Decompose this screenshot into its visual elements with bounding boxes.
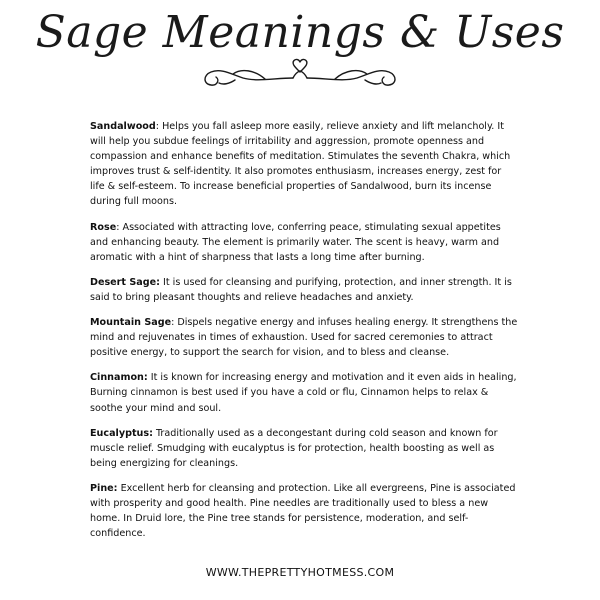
entry-text: Excellent herb for cleansing and protection. Like all evergreens, Pine is associated with prosperity and good health. Pine needles are traditionally used to bless a new home. In Druid lore, the Pine tree stands for persistence, moderation, and self-confidence. xyxy=(90,482,516,540)
entry-text: Helps you fall asleep more easily, relieve anxiety and lift melancholy. It will help you subdue feelings of irritability and aggression, promote openness and compassion and enhance benefits of meditation. Stimulates the seventh Chakra, which improves trust & self-identity. It also promotes enthusiasm, increases energy, zest for life & self-esteem. To increase beneficial properties of Sandalwood, burn its incense during full moons. xyxy=(90,121,511,208)
entry-eucalyptus xyxy=(90,426,518,471)
entry-cinnamon xyxy=(90,370,518,415)
entry-text: Traditionally used as a decongestant during cold season and known for muscle relief. Smudging with eucalyptus is for protection, health boosting as well as being energizing for cleanings. xyxy=(90,427,498,469)
page-title: Sage Meanings & Uses xyxy=(35,7,565,58)
entry-term: Mountain Sage xyxy=(90,317,172,329)
entry-term: Sandalwood xyxy=(90,121,156,132)
entry-separator: : xyxy=(116,221,123,233)
entry-separator: : xyxy=(171,317,178,329)
entry-sandalwood xyxy=(90,119,518,210)
entry-term: Eucalyptus: xyxy=(90,427,153,439)
entry-text: It is used for cleansing and purifying, protection, and inner strength. It is said to bring pleasant thoughts and relieve headaches and anxiety. xyxy=(90,276,512,303)
entry-term: Rose xyxy=(90,221,117,233)
website-url: WWW.THEPRETTYHOTMESS.COM xyxy=(205,566,395,579)
entry-term: Cinnamon: xyxy=(90,372,148,384)
entry-text: It is known for increasing energy and motivation and it even aids in healing, Burning cinnamon is best used if you have a cold or flu, Cinnamon helps to relax & soothe your mind and soul. xyxy=(90,372,517,414)
heart-flourish-divider-icon xyxy=(195,58,405,90)
entry-rose xyxy=(90,220,518,265)
entry-text: Associated with attracting love, conferring peace, stimulating sexual appetites and enhancing beauty. The element is primarily water. The scent is heavy, warm and aromatic with a hint of sharpness that lasts a long time after burning. xyxy=(90,221,501,263)
entry-text: Dispels negative energy and infuses healing energy. It strengthens the mind and rejuvenates in times of exhaustion. Used for sacred ceremonies to attract positive energy, to support the search for vision, and to bless and cleanse. xyxy=(90,317,518,359)
entry-term: Desert Sage: xyxy=(90,276,160,288)
entry-separator: : xyxy=(155,121,163,132)
entry-pine xyxy=(90,481,518,541)
entry-mountain-sage xyxy=(90,315,518,360)
entries-list xyxy=(90,119,518,551)
entry-desert-sage xyxy=(90,275,518,305)
entry-term: Pine: xyxy=(90,482,118,494)
